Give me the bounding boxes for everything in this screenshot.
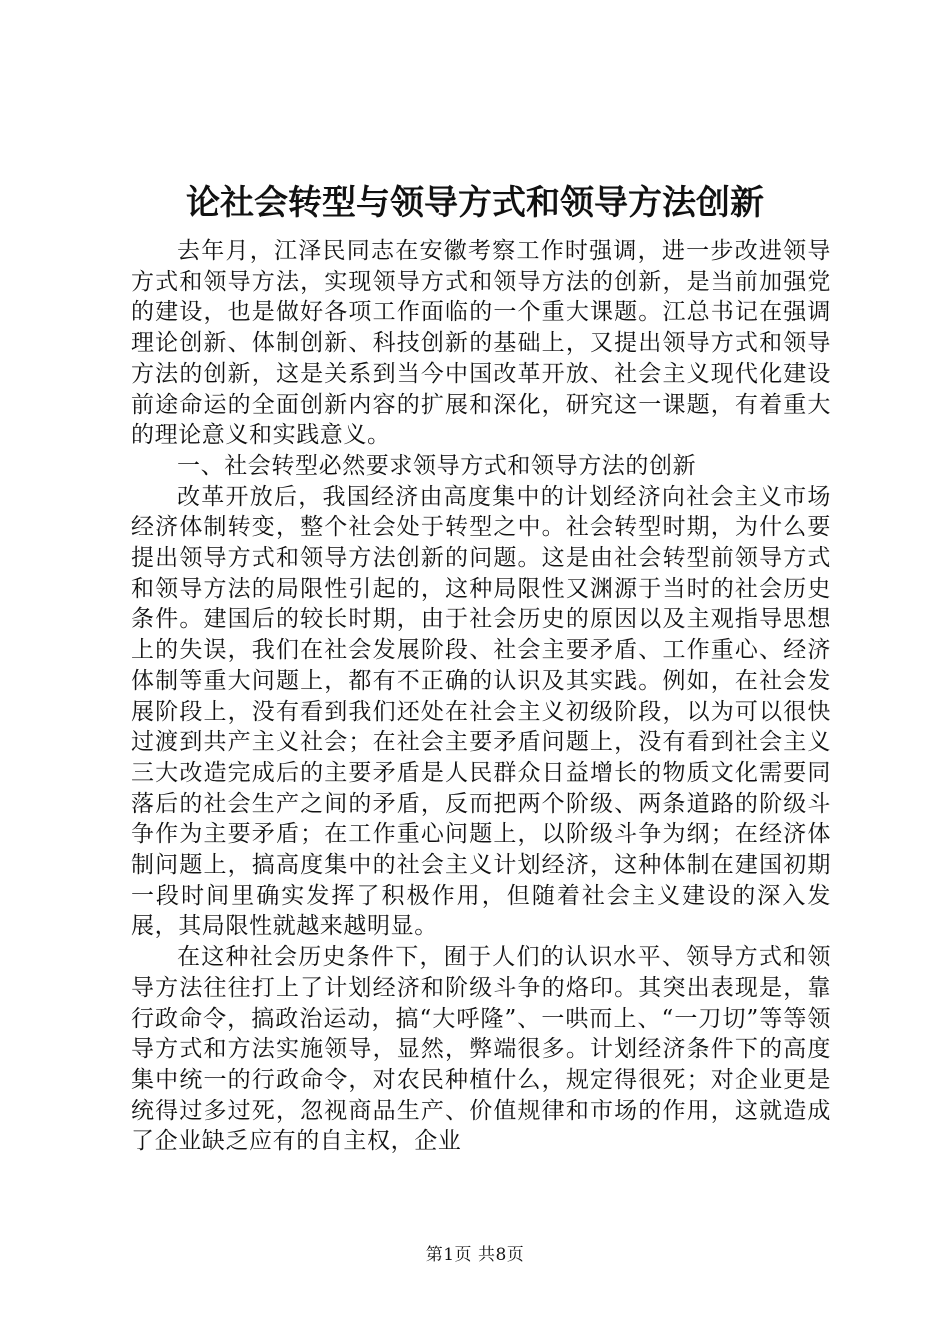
paragraph-section-1: 改革开放后，我国经济由高度集中的计划经济向社会主义市场经济体制转变，整个社会处于转型之中。社会转型时期，为什么要提出领导方式和领导方法创新的问题。这是由社会转型前领导方式和领导方法的局限性引起的，这种局限性又渊源于当时的社会历史条件。建国后的较长时期，由于社会历史的原因以及主观指导思想上的失误，我们在社会发展阶段、社会主要矛盾、工作重心、经济体制等重大问题上，都有不正确的认识及其实践。例如，在社会发展阶段上，没有看到我们还处在社会主义初级阶段，以为可以很快过渡到共产主义社会；在社会主要矛盾问题上，没有看到社会主义三大改造完成后的主要矛盾是人民群众日益增长的物质文化需要同落后的社会生产之间的矛盾，反而把两个阶级、两条道路的阶级斗争作为主要矛盾；在工作重心问题上，以阶级斗争为纲；在经济体制问题上，搞高度集中的社会主义计划经济，这种体制在建国初期一段时间里确实发挥了积极作用，但随着社会主义建设的深入发展，其局限性就越来越明显。 [131,483,831,940]
paragraph-section-1-continued: 在这种社会历史条件下，囿于人们的认识水平、领导方式和领导方法往往打上了计划经济和阶级斗争的烙印。其突出表现是，靠行政命令，搞政治运动，搞“大呼隆”、一哄而上、“一刀切”等等领导方式和方法实施领导，显然，弊端很多。计划经济条件下的高度集中统一的行政命令，对农民种植什么，规定得很死；对企业更是统得过多过死，忽视商品生产、价值规律和市场的作用，这就造成了企业缺乏应有的自主权，企业 [131,944,831,1155]
page-number-footer: 第1页 共8页 [425,1245,525,1265]
document-body [131,236,831,1157]
paragraph-intro: 去年月，江泽民同志在安徽考察工作时强调，进一步改进领导方式和领导方法，实现领导方式和领导方法的创新，是当前加强党的建设，也是做好各项工作面临的一个重大课题。江总书记在强调理论创新、体制创新、科技创新的基础上，又提出领导方式和领导方法的创新，这是关系到当今中国改革开放、社会主义现代化建设前途命运的全面创新内容的扩展和深化，研究这一课题，有着重大的理论意义和实践意义。 [131,238,831,449]
section-heading-1: 一、社会转型必然要求领导方式和领导方法的创新 [177,452,697,479]
document-title: 论社会转型与领导方式和领导方法创新 [186,183,764,223]
